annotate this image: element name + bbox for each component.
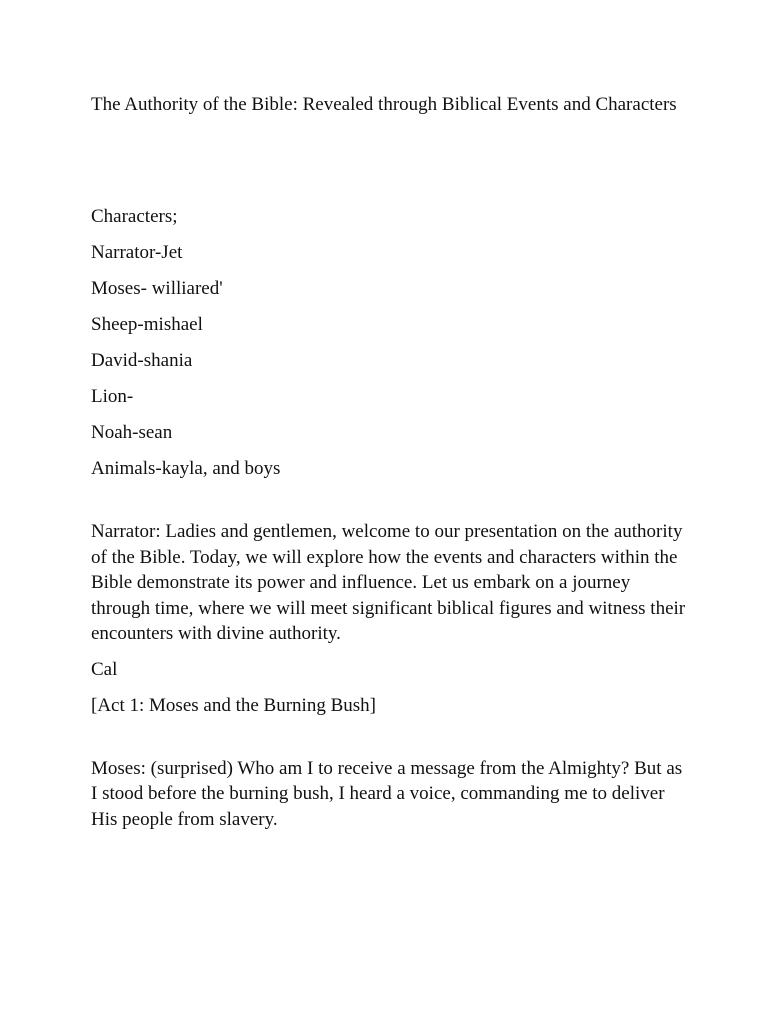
document-title: The Authority of the Bible: Revealed through Biblical Events and Characters — [91, 94, 677, 115]
character-item: Animals-kayla, and boys — [91, 458, 281, 479]
characters-heading: Characters; — [91, 206, 178, 227]
character-item: David-shania — [91, 350, 193, 371]
document-body — [91, 92, 691, 832]
character-item: Noah-sean — [91, 422, 173, 443]
character-item: Lion- — [91, 386, 134, 407]
cal-line: Cal — [91, 658, 118, 680]
act-heading: [Act 1: Moses and the Burning Bush] — [91, 694, 376, 716]
character-item: Moses- williared' — [91, 278, 223, 299]
characters-list — [91, 240, 691, 482]
character-item: Sheep-mishael — [91, 314, 203, 335]
moses-paragraph: Moses: (surprised) Who am I to receive a message from the Almighty? But as I stood before the burning bush, I heard a voice, commanding me to deliver His people from slavery. — [91, 757, 683, 830]
narrator-paragraph: Narrator: Ladies and gentlemen, welcome to our presentation on the authority of the Bible. Today, we will explore how the events and characters within the Bible demonstrate its power and influence. Let us embark on a journey through time, where we will meet significant biblical figures and witness their encounters with divine authority. — [91, 521, 686, 644]
character-item: Narrator-Jet — [91, 242, 183, 263]
